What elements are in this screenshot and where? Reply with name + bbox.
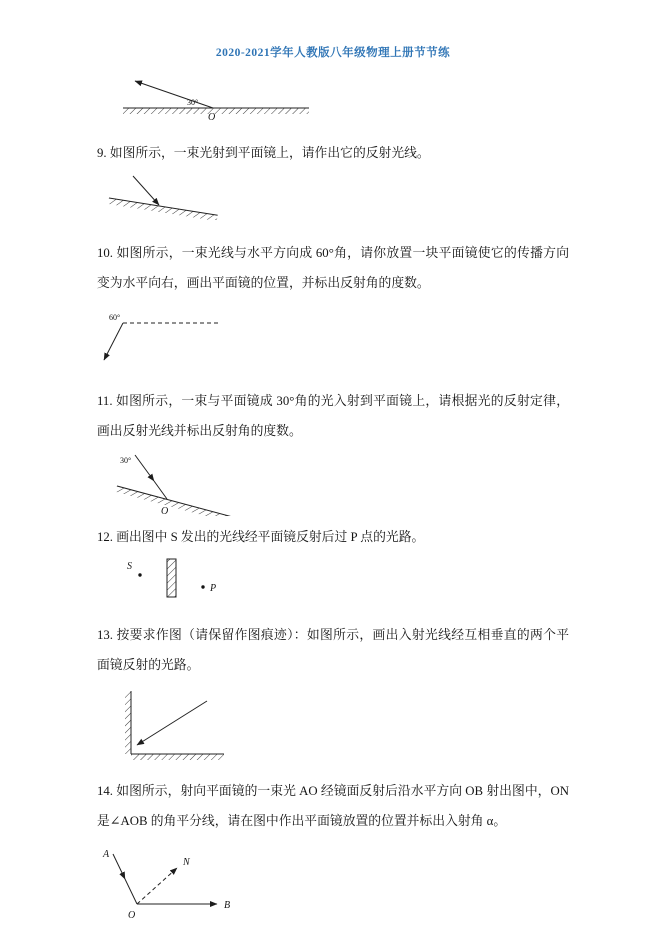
question-10-text: 10. 如图所示，一束光线与水平方向成 60°角，请你放置一块平面镜使它的传播方向变为水平向右，画出平面镜的位置，并标出反射角的度数。 xyxy=(97,246,569,290)
point-a-label: A xyxy=(103,849,110,860)
question-13-text: 13. 按要求作图（请保留作图痕迹）：如图所示，画出入射光线经互相垂直的两个平面镜反射的光路。 xyxy=(97,628,569,672)
figure-q8-mirror-diagram xyxy=(113,74,343,124)
ray-ao-upper xyxy=(113,854,125,879)
incident-ray xyxy=(137,701,207,745)
question-12-text: 12. 画出图中 S 发出的光线经平面镜反射后过 P 点的光路。 xyxy=(97,530,425,544)
figure-q9-mirror-diagram xyxy=(101,174,241,220)
mirror-surface xyxy=(108,198,218,220)
angle-label: 30° xyxy=(187,98,199,107)
figure-q10-ray-diagram xyxy=(97,310,247,368)
mirror-hatching xyxy=(123,108,309,114)
document-title: 2020-2021学年人教版八年级物理上册节节练 xyxy=(215,47,451,59)
angle-label: 30° xyxy=(120,456,132,465)
point-p-dot xyxy=(201,585,204,588)
bisector-on-dashed xyxy=(137,868,177,904)
incident-ray-upper xyxy=(135,455,154,481)
point-p-label: P xyxy=(210,583,217,594)
mirror-bar xyxy=(167,559,176,597)
point-o-label: O xyxy=(208,112,216,123)
source-s-dot xyxy=(138,573,141,576)
figure-q14-aob-diagram xyxy=(97,846,267,924)
vertical-mirror-hatching xyxy=(125,691,131,754)
incident-ray xyxy=(135,81,213,108)
point-b-label: B xyxy=(224,900,231,911)
question-14-text: 14. 如图所示，射向平面镜的一束光 AO 经镜面反射后沿水平方向 OB 射出图中，ON 是∠AOB 的角平分线，请在图中作出平面镜放置的位置并标出入射角 α。 xyxy=(97,784,569,828)
point-o-label: O xyxy=(128,910,136,921)
mirror-surface xyxy=(167,559,176,597)
ray-ao-lower xyxy=(125,879,137,904)
mirror-surface xyxy=(123,108,309,114)
figure-q12-source-mirror-point xyxy=(109,556,279,604)
question-9-text: 9. 如图所示，一束光射到平面镜上，请作出它的反射光线。 xyxy=(97,146,430,160)
incident-ray xyxy=(104,323,123,360)
horizontal-mirror-hatching xyxy=(131,754,224,760)
figure-q11-mirror-diagram xyxy=(105,450,285,516)
vertical-mirror xyxy=(125,691,131,754)
angle-label: 60° xyxy=(109,313,121,322)
question-11-text: 11. 如图所示，一束与平面镜成 30°角的光入射到平面镜上，请根据光的反射定律，画出反射光线并标出反射角的度数。 xyxy=(97,394,569,438)
source-s-label: S xyxy=(127,561,132,572)
incident-ray xyxy=(133,176,159,205)
horizontal-mirror xyxy=(131,754,224,760)
mirror-line xyxy=(117,486,233,516)
point-n-label: N xyxy=(183,857,190,868)
figure-q13-perpendicular-mirrors xyxy=(99,688,259,762)
mirror-surface xyxy=(115,486,232,516)
point-o-label: O xyxy=(161,506,169,516)
mirror-hatching xyxy=(108,198,218,220)
